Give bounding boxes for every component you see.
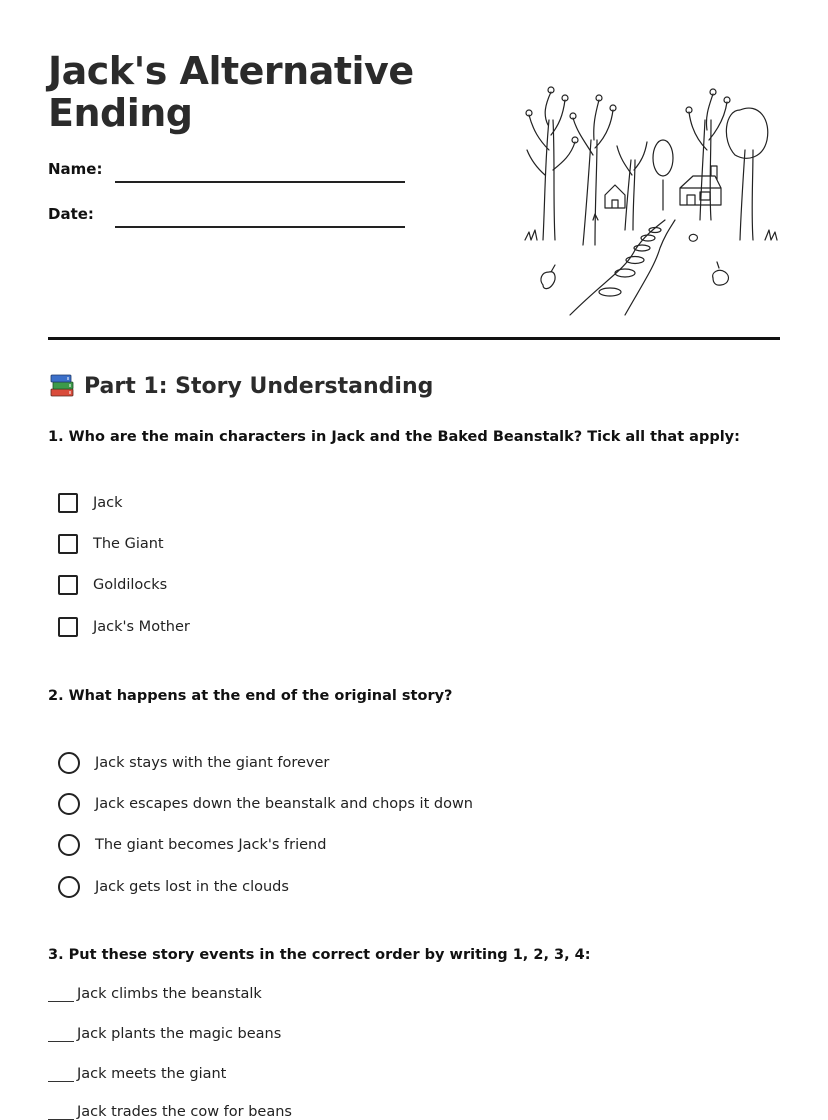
option-label: Jack gets lost in the clouds xyxy=(95,879,289,895)
books-icon xyxy=(48,372,76,400)
q2-option-2[interactable] xyxy=(58,792,473,816)
option-label: Jack stays with the giant forever xyxy=(95,755,330,771)
part1-heading xyxy=(48,372,433,400)
event-label: Jack plants the magic beans xyxy=(77,1026,282,1042)
question-2: 2. What happens at the end of the original story? xyxy=(48,688,453,704)
radio-button[interactable] xyxy=(58,876,80,898)
q3-event-1 xyxy=(48,986,262,1002)
order-blank[interactable] xyxy=(48,1067,74,1082)
question-1: 1. Who are the main characters in Jack and the Baked Beanstalk? Tick all that apply: xyxy=(48,429,740,445)
date-label: Date: xyxy=(48,205,94,223)
radio-button[interactable] xyxy=(58,793,80,815)
checkbox[interactable] xyxy=(58,493,78,513)
radio-button[interactable] xyxy=(58,752,80,774)
q3-event-3 xyxy=(48,1066,226,1082)
option-label: The giant becomes Jack's friend xyxy=(95,837,327,853)
option-label: Jack's Mother xyxy=(93,619,190,635)
option-label: Goldilocks xyxy=(93,577,168,593)
q1-option-mother[interactable] xyxy=(58,615,190,639)
order-blank[interactable] xyxy=(48,987,74,1002)
option-label: The Giant xyxy=(93,536,164,552)
event-label: Jack trades the cow for beans xyxy=(77,1104,292,1120)
option-label: Jack xyxy=(93,495,123,511)
section-divider xyxy=(48,337,780,340)
q2-option-4[interactable] xyxy=(58,875,289,899)
order-blank[interactable] xyxy=(48,1027,74,1042)
radio-button[interactable] xyxy=(58,834,80,856)
part1-heading-text: Part 1: Story Understanding xyxy=(84,373,434,399)
date-field[interactable] xyxy=(115,226,405,228)
q3-event-2 xyxy=(48,1026,281,1042)
q2-option-3[interactable] xyxy=(58,833,326,857)
event-label: Jack meets the giant xyxy=(77,1066,227,1082)
q2-option-1[interactable] xyxy=(58,751,329,775)
checkbox[interactable] xyxy=(58,575,78,595)
option-label: Jack escapes down the beanstalk and chops it down xyxy=(95,796,473,812)
name-field[interactable] xyxy=(115,181,405,183)
q1-option-goldilocks[interactable] xyxy=(58,573,167,597)
question-3: 3. Put these story events in the correct order by writing 1, 2, 3, 4: xyxy=(48,947,591,963)
event-label: Jack climbs the beanstalk xyxy=(77,986,262,1002)
name-label: Name: xyxy=(48,160,103,178)
worksheet-title: Jack's Alternative Ending xyxy=(48,49,414,135)
checkbox[interactable] xyxy=(58,534,78,554)
q1-option-giant[interactable] xyxy=(58,532,164,556)
q1-option-jack[interactable] xyxy=(58,491,123,515)
checkbox[interactable] xyxy=(58,617,78,637)
forest-path-illustration xyxy=(515,80,785,320)
